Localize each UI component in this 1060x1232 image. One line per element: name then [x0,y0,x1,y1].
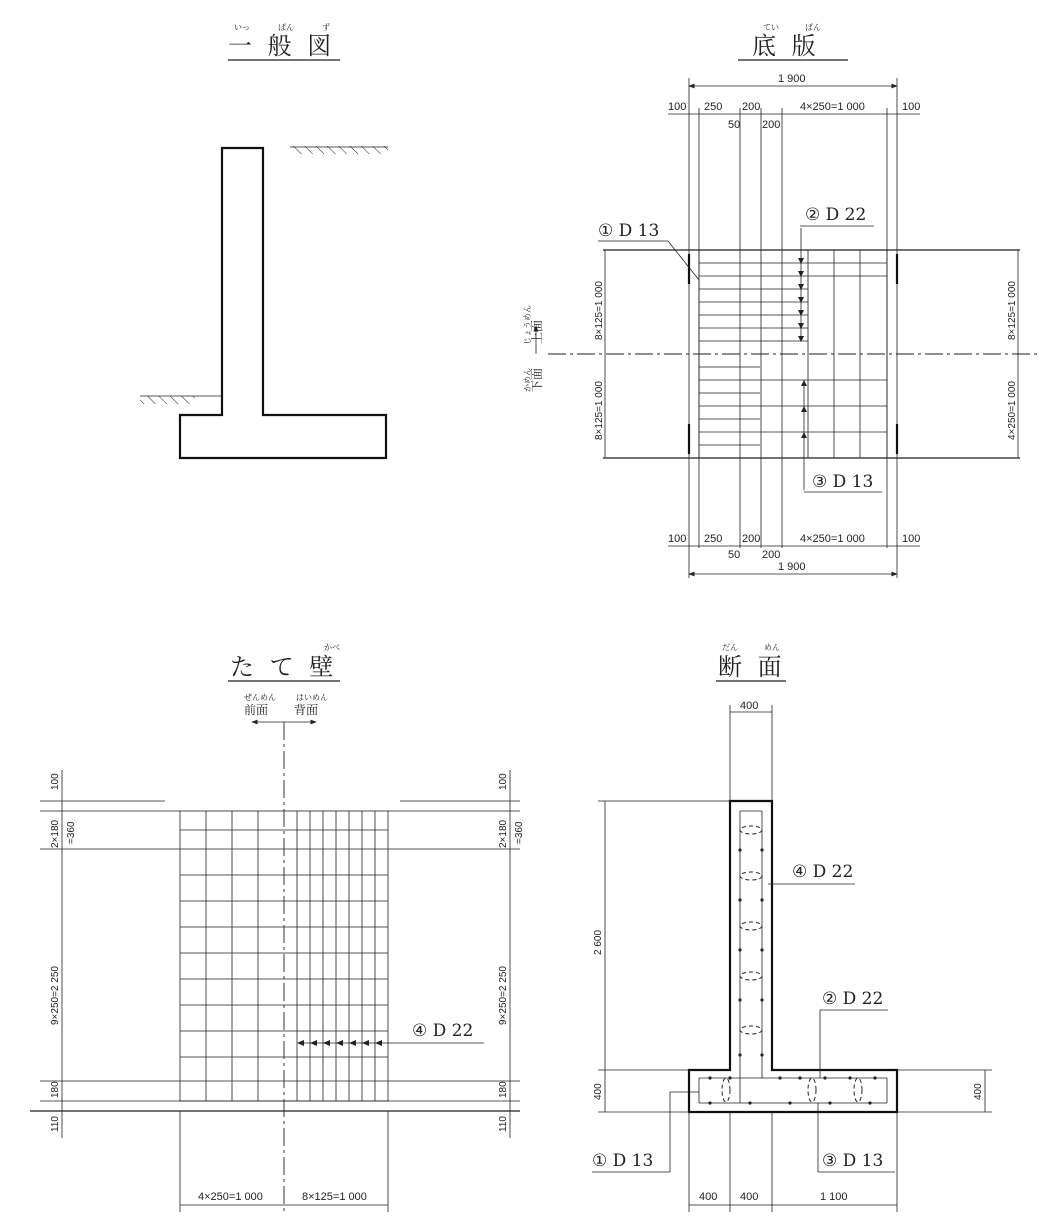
wall-right-dim-180: 180 [498,1081,509,1098]
wall-level-lines [30,801,520,1111]
slab-bot-d6: 50 [728,549,741,561]
slab-right-lower: 4×250=1 000 [1007,381,1018,440]
back-label: 背面 [294,703,319,717]
section-slab-right-dim: 400 [973,1083,984,1100]
slab-bot-d7: 200 [762,549,781,561]
section-rebar [699,811,887,1105]
slab-right-upper: 8×125=1 000 [1007,281,1018,340]
wall-left-dim-100: 100 [50,773,61,790]
lower-face-ruby: かめん [523,368,532,392]
bar2-arrows [798,228,804,342]
slab-left-upper: 8×125=1 000 [594,281,605,340]
section-bar3-label: ③ D 13 [822,1151,884,1171]
wall-left-dim-2x180: 2×180 [50,819,61,848]
slab-top-d5: 100 [902,101,921,113]
slab-ruby-2: ばん [805,23,821,32]
general-view [140,22,388,458]
section-slab-left-dim: 400 [593,1083,604,1100]
wall-bottom-dim-right: 8×125=1 000 [302,1191,367,1203]
slab-bar1-label: ① D 13 [598,221,660,241]
section-ruby-1: だん [722,643,738,652]
general-ruby-2: ぱん [278,23,294,32]
section-bar4-label: ④ D 22 [792,862,854,882]
slab-title: 底 版 [752,32,820,60]
retaining-wall-outline [180,148,386,458]
wall-left-dim-110: 110 [50,1116,61,1132]
section-bottom-dim-3: 1 100 [820,1191,848,1203]
section-bar1-label: ① D 13 [592,1151,654,1171]
slab-top-d6: 50 [728,119,741,131]
section-ruby-2: めん [764,643,780,652]
slab-bot-d2: 250 [704,533,723,545]
wall-right-dim-360: =360 [514,821,525,844]
ground-hatch-front [140,396,195,404]
wall-right-dim-100: 100 [498,773,509,790]
upper-face: 上面 [530,319,544,344]
wall-ruby: かべ [324,643,340,652]
wall-right-dim-main: 9×250=2 250 [498,966,509,1025]
slab-top-d4: 4×250=1 000 [800,101,865,113]
wall-bar4-arrows [297,1040,405,1046]
wall-left-dim-180: 180 [50,1081,61,1098]
wall-right-dim-110: 110 [498,1116,509,1132]
section-bar2-label: ② D 22 [822,989,884,1009]
section-height-dim: 2 600 [593,929,604,955]
general-ruby-1: いっ [234,23,250,32]
wall-right-dim-2x180: 2×180 [498,819,509,848]
leader [668,241,699,280]
slab-top-d1: 100 [668,101,687,113]
section-title: 断 面 [718,653,786,681]
slab-top-d7: 200 [762,119,781,131]
slab-bot-d5: 100 [902,533,921,545]
wall-left-dim-main: 9×250=2 250 [50,966,61,1025]
slab-bot-d4: 4×250=1 000 [800,533,865,545]
slab-top-d3: 200 [742,101,761,113]
section-view [592,643,992,1212]
general-ruby-3: ず [322,23,330,32]
section-bottom-dim-1: 400 [699,1191,718,1203]
wall-left-dim-360: =360 [66,821,77,844]
front-label: 前面 [244,703,269,717]
section-bottom-dim-2: 400 [740,1191,759,1203]
slab-ruby-1: てい [763,23,779,32]
slab-top-total: 1 900 [778,73,806,85]
back-ruby: はいめん [296,693,328,702]
slab-bot-d1: 100 [668,533,687,545]
wall-bar4-label: ④ D 22 [412,1021,474,1041]
front-ruby: ぜんめん [244,693,276,702]
slab-bar2-label: ② D 22 [805,205,867,225]
bar3-arrows [801,380,807,490]
general-title: 一 般 図 [228,32,336,60]
section-top-dim: 400 [740,700,759,712]
slab-bottom-total: 1 900 [778,561,806,573]
wall-view [30,643,525,1212]
wall-bottom-dim-left: 4×250=1 000 [198,1191,263,1203]
upper-face-ruby: じょうめん [523,305,532,345]
slab-bar3-label: ③ D 13 [812,472,874,492]
section-outline [689,801,897,1112]
lower-face: 下面 [530,367,544,392]
slab-bot-d3: 200 [742,533,761,545]
slab-left-lower: 8×125=1 000 [594,381,605,440]
slab-top-d2: 250 [704,101,723,113]
wall-title: た て 壁 [230,653,338,681]
base-slab-view [523,22,1040,578]
